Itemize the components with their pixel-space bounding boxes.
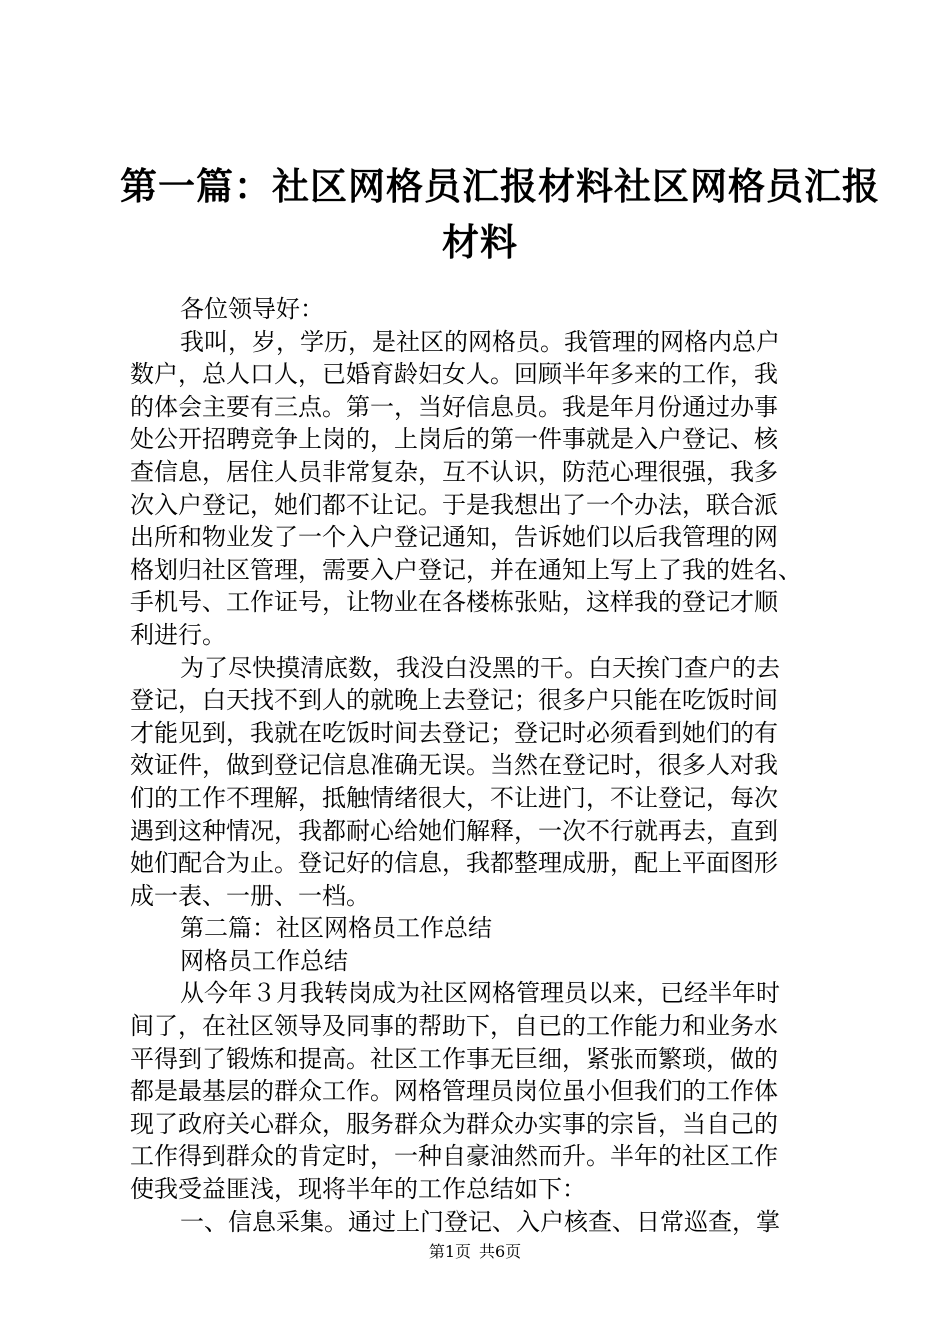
page-total: 共6页 bbox=[479, 1242, 522, 1261]
paragraph-line: 处公开招聘竞争上岗的，上岗后的第一件事就是入户登记、核 bbox=[130, 425, 778, 454]
paragraph-line: 为了尽快摸清底数，我没白没黑的干。白天挨门查户的去 bbox=[180, 653, 780, 682]
body-paragraph bbox=[130, 912, 830, 945]
body-paragraph bbox=[130, 326, 830, 652]
title-line: 第一篇：社区网格员汇报材料社区网格员汇报 bbox=[120, 164, 880, 208]
paragraph-line: 查信息，居住人员非常复杂，互不认识，防范心理很强，我多 bbox=[130, 457, 778, 486]
document-body bbox=[130, 293, 830, 1238]
paragraph-line: 才能见到，我就在吃饭时间去登记；登记时必须看到她们的有 bbox=[130, 718, 778, 747]
body-paragraph bbox=[130, 1206, 830, 1239]
paragraph-line: 遇到这种情况，我都耐心给她们解释，一次不行就再去，直到 bbox=[130, 816, 778, 845]
title-line: 材料 bbox=[442, 220, 518, 264]
body-paragraph bbox=[130, 977, 830, 1205]
paragraph-line: 她们配合为止。登记好的信息，我都整理成册，配上平面图形 bbox=[130, 849, 778, 878]
paragraph-line: 平得到了锻炼和提高。社区工作事无巨细，紧张而繁琐，做的 bbox=[130, 1044, 778, 1073]
paragraph-line: 成一表、一册、一档。 bbox=[130, 881, 370, 910]
page-footer bbox=[0, 1241, 950, 1263]
paragraph-line: 都是最基层的群众工作。网格管理员岗位虽小但我们的工作体 bbox=[130, 1077, 778, 1106]
paragraph-line: 现了政府关心群众，服务群众为群众办实事的宗旨，当自己的 bbox=[130, 1109, 778, 1138]
paragraph-line: 格划归社区管理，需要入户登记，并在通知上写上了我的姓名、 bbox=[130, 555, 802, 584]
paragraph-line: 使我受益匪浅，现将半年的工作总结如下： bbox=[130, 1175, 586, 1204]
paragraph-line: 从今年３月我转岗成为社区网格管理员以来，已经半年时 bbox=[180, 979, 780, 1008]
paragraph-line: 利进行。 bbox=[130, 620, 226, 649]
document-title bbox=[120, 158, 880, 270]
paragraph-line: 效证件，做到登记信息准确无误。当然在登记时，很多人对我 bbox=[130, 751, 778, 780]
body-paragraph bbox=[130, 652, 830, 913]
body-paragraph bbox=[130, 293, 830, 326]
paragraph-line: 间了，在社区领导及同事的帮助下，自已的工作能力和业务水 bbox=[130, 1012, 778, 1041]
paragraph-line: 出所和物业发了一个入户登记通知，告诉她们以后我管理的网 bbox=[130, 523, 778, 552]
body-paragraph bbox=[130, 945, 830, 978]
paragraph-line: 网格员工作总结 bbox=[180, 946, 348, 975]
paragraph-line: 次入户登记，她们都不让记。于是我想出了一个办法，联合派 bbox=[130, 490, 778, 519]
paragraph-line: 登记，白天找不到人的就晚上去登记；很多户只能在吃饭时间 bbox=[130, 686, 778, 715]
paragraph-line: 们的工作不理解，抵触情绪很大，不让进门，不让登记，每次 bbox=[130, 783, 778, 812]
paragraph-line: 各位领导好： bbox=[180, 295, 324, 323]
paragraph-line: 我叫，岁，学历，是社区的网格员。我管理的网格内总户 bbox=[180, 327, 780, 356]
paragraph-line: 工作得到群众的肯定时，一种自豪油然而升。半年的社区工作 bbox=[130, 1142, 778, 1171]
paragraph-line: 一、信息采集。通过上门登记、入户核查、日常巡查，掌 bbox=[180, 1207, 780, 1236]
paragraph-line: 手机号、工作证号，让物业在各楼栋张贴，这样我的登记才顺 bbox=[130, 588, 778, 617]
paragraph-line: 的体会主要有三点。第一，当好信息员。我是年月份通过办事 bbox=[130, 392, 778, 421]
paragraph-line: 第二篇：社区网格员工作总结 bbox=[180, 914, 492, 943]
paragraph-line: 数户，总人口人，已婚育龄妇女人。回顾半年多来的工作，我 bbox=[130, 360, 778, 389]
page-number: 第1页 bbox=[428, 1242, 471, 1261]
